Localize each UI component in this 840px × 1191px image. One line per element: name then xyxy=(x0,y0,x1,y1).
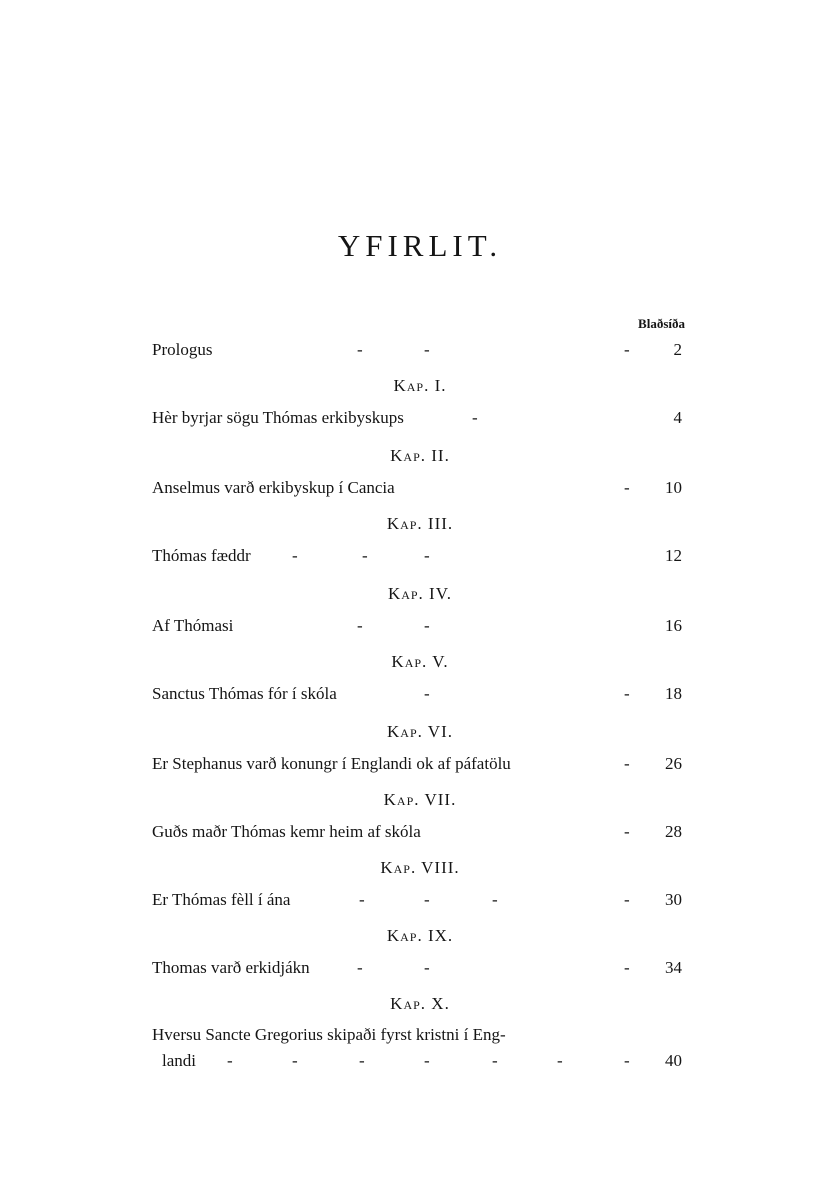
chapter-heading: Kap. VI. xyxy=(387,722,453,741)
leader-dash: - xyxy=(292,546,298,565)
leader-dash: - xyxy=(557,1051,563,1070)
leader-dash: - xyxy=(624,478,630,497)
leader-dash: - xyxy=(492,890,498,909)
leader-dash: - xyxy=(424,616,430,635)
entry-page: 40 xyxy=(665,1051,682,1070)
entry-text: Sanctus Thómas fór í skóla xyxy=(152,684,337,703)
entry-page: 16 xyxy=(665,616,682,635)
page-title: YFIRLIT. xyxy=(337,228,503,263)
leader-dash: - xyxy=(357,616,363,635)
leader-dash: - xyxy=(624,1051,630,1070)
entry-text: Prologus xyxy=(152,340,213,359)
leader-dash: - xyxy=(227,1051,233,1070)
chapter-heading: Kap. II. xyxy=(390,446,450,465)
entry-text: Guðs maðr Thómas kemr heim af skóla xyxy=(152,822,421,841)
chapter-heading: Kap. I. xyxy=(393,376,447,395)
chapter-heading: Kap. VIII. xyxy=(380,858,460,877)
page-column-heading: Blaðsíða xyxy=(638,316,685,331)
leader-dash: - xyxy=(424,958,430,977)
entry-page: 12 xyxy=(665,546,682,565)
leader-dash: - xyxy=(424,890,430,909)
entry-text: Er Thómas fèll í ána xyxy=(152,890,291,909)
leader-dash: - xyxy=(624,890,630,909)
entry-page: 18 xyxy=(665,684,682,703)
leader-dash: - xyxy=(359,1051,365,1070)
leader-dash: - xyxy=(357,958,363,977)
leader-dash: - xyxy=(424,340,430,359)
chapter-heading: Kap. IX. xyxy=(386,926,454,945)
entry-text: Hèr byrjar sögu Thómas erkibyskups xyxy=(152,408,404,427)
entry-text: Thómas fæddr xyxy=(152,546,251,565)
chapter-heading: Kap. IV. xyxy=(387,584,453,603)
entry-text: Anselmus varð erkibyskup í Cancia xyxy=(152,478,395,497)
leader-dash: - xyxy=(624,754,630,773)
leader-dash: - xyxy=(624,958,630,977)
leader-dash: - xyxy=(624,822,630,841)
entry-text: Er Stephanus varð konungr í Englandi ok af páfatölu xyxy=(152,754,511,773)
chapter-heading: Kap. VII. xyxy=(383,790,457,809)
entry-text: Hversu Sancte Gregorius skipaði fyrst kristni í Eng- xyxy=(152,1025,506,1044)
leader-dash: - xyxy=(424,1051,430,1070)
leader-dash: - xyxy=(492,1051,498,1070)
leader-dash: - xyxy=(472,408,478,427)
entry-page: 28 xyxy=(665,822,682,841)
entry-page: 26 xyxy=(665,754,682,773)
leader-dash: - xyxy=(424,684,430,703)
leader-dash: - xyxy=(359,890,365,909)
entry-page: 10 xyxy=(665,478,682,497)
leader-dash: - xyxy=(362,546,368,565)
entry-page: 4 xyxy=(673,408,682,427)
entry-text-continued: landi xyxy=(162,1051,196,1070)
leader-dash: - xyxy=(624,684,630,703)
chapter-heading: Kap. V. xyxy=(391,652,449,671)
leader-dash: - xyxy=(357,340,363,359)
entry-page: 34 xyxy=(665,958,682,977)
leader-dash: - xyxy=(424,546,430,565)
leader-dash: - xyxy=(292,1051,298,1070)
entry-page: 30 xyxy=(665,890,682,909)
entry-text: Af Thómasi xyxy=(152,616,234,635)
chapter-heading: Kap. III. xyxy=(386,514,454,533)
entry-text: Thomas varð erkidjákn xyxy=(152,958,310,977)
leader-dash: - xyxy=(624,340,630,359)
chapter-heading: Kap. X. xyxy=(390,994,450,1013)
entry-page: 2 xyxy=(673,340,682,359)
